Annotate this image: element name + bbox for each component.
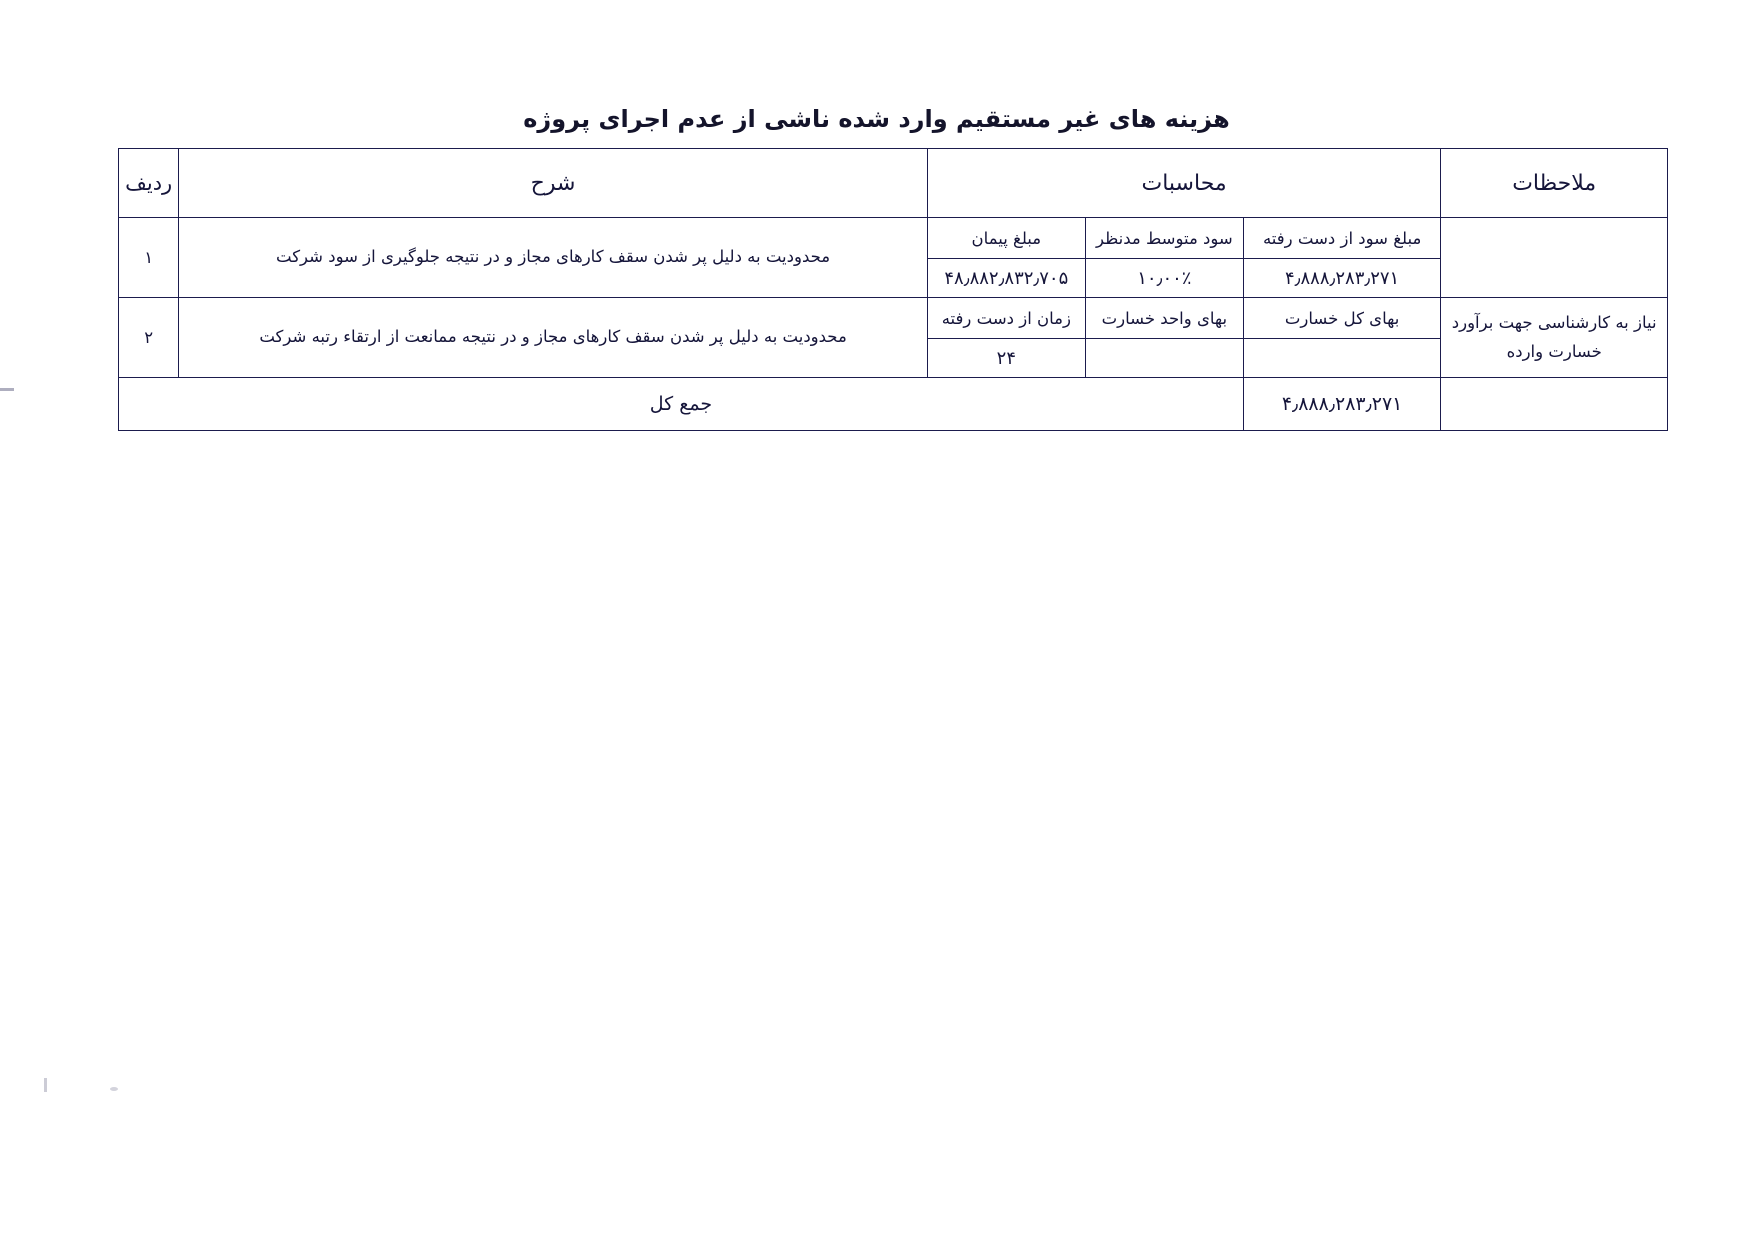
subheader-row1-col1: مبلغ پیمان <box>927 218 1085 259</box>
table-header-row <box>119 149 1668 218</box>
notes-cell-row1 <box>1441 218 1668 298</box>
description-cell-row1: محدودیت به دلیل پر شدن سقف کارهای مجاز و در نتیجه جلوگیری از سود شرکت <box>179 218 927 298</box>
table-row <box>119 298 1668 339</box>
subheader-row2-col2: بهای واحد خسارت <box>1085 298 1243 339</box>
scan-artifact-bottom <box>110 1087 118 1091</box>
header-notes: ملاحظات <box>1441 149 1668 218</box>
table-total-row <box>119 378 1668 431</box>
subheader-row2-col1: زمان از دست رفته <box>927 298 1085 339</box>
row-number-row2: ۲ <box>119 298 179 378</box>
value-row1-col3: ۴٫۸۸۸٫۲۸۳٫۲۷۱ <box>1243 259 1441 298</box>
subheader-row1-col2: سود متوسط مدنظر <box>1085 218 1243 259</box>
value-row2-col2 <box>1085 339 1243 378</box>
subheader-row1-col3: مبلغ سود از دست رفته <box>1243 218 1441 259</box>
value-row1-col1: ۴۸٫۸۸۲٫۸۳۲٫۷۰۵ <box>927 259 1085 298</box>
header-row-number: ردیف <box>119 149 179 218</box>
scan-artifact-bottom-left <box>44 1078 47 1092</box>
value-row2-col1: ۲۴ <box>927 339 1085 378</box>
cost-table-container <box>118 148 1668 431</box>
page-title: هزینه های غیر مستقیم وارد شده ناشی از عدم اجرای پروژه <box>523 105 1230 133</box>
row-number-row1: ۱ <box>119 218 179 298</box>
table-row <box>119 218 1668 259</box>
header-description: شرح <box>179 149 927 218</box>
value-row1-col2: ۱۰٫۰۰٪ <box>1085 259 1243 298</box>
notes-cell-row2: نیاز به کارشناسی جهت برآورد خسارت وارده <box>1441 298 1668 378</box>
subheader-row2-col3: بهای کل خسارت <box>1243 298 1441 339</box>
total-notes-cell <box>1441 378 1668 431</box>
scan-artifact-left <box>0 388 14 391</box>
total-value: ۴٫۸۸۸٫۲۸۳٫۲۷۱ <box>1243 378 1441 431</box>
total-label: جمع کل <box>119 378 1244 431</box>
header-calculations: محاسبات <box>927 149 1441 218</box>
indirect-costs-table <box>118 148 1668 431</box>
description-cell-row2: محدودیت به دلیل پر شدن سقف کارهای مجاز و در نتیجه ممانعت از ارتقاء رتبه شرکت <box>179 298 927 378</box>
value-row2-col3 <box>1243 339 1441 378</box>
